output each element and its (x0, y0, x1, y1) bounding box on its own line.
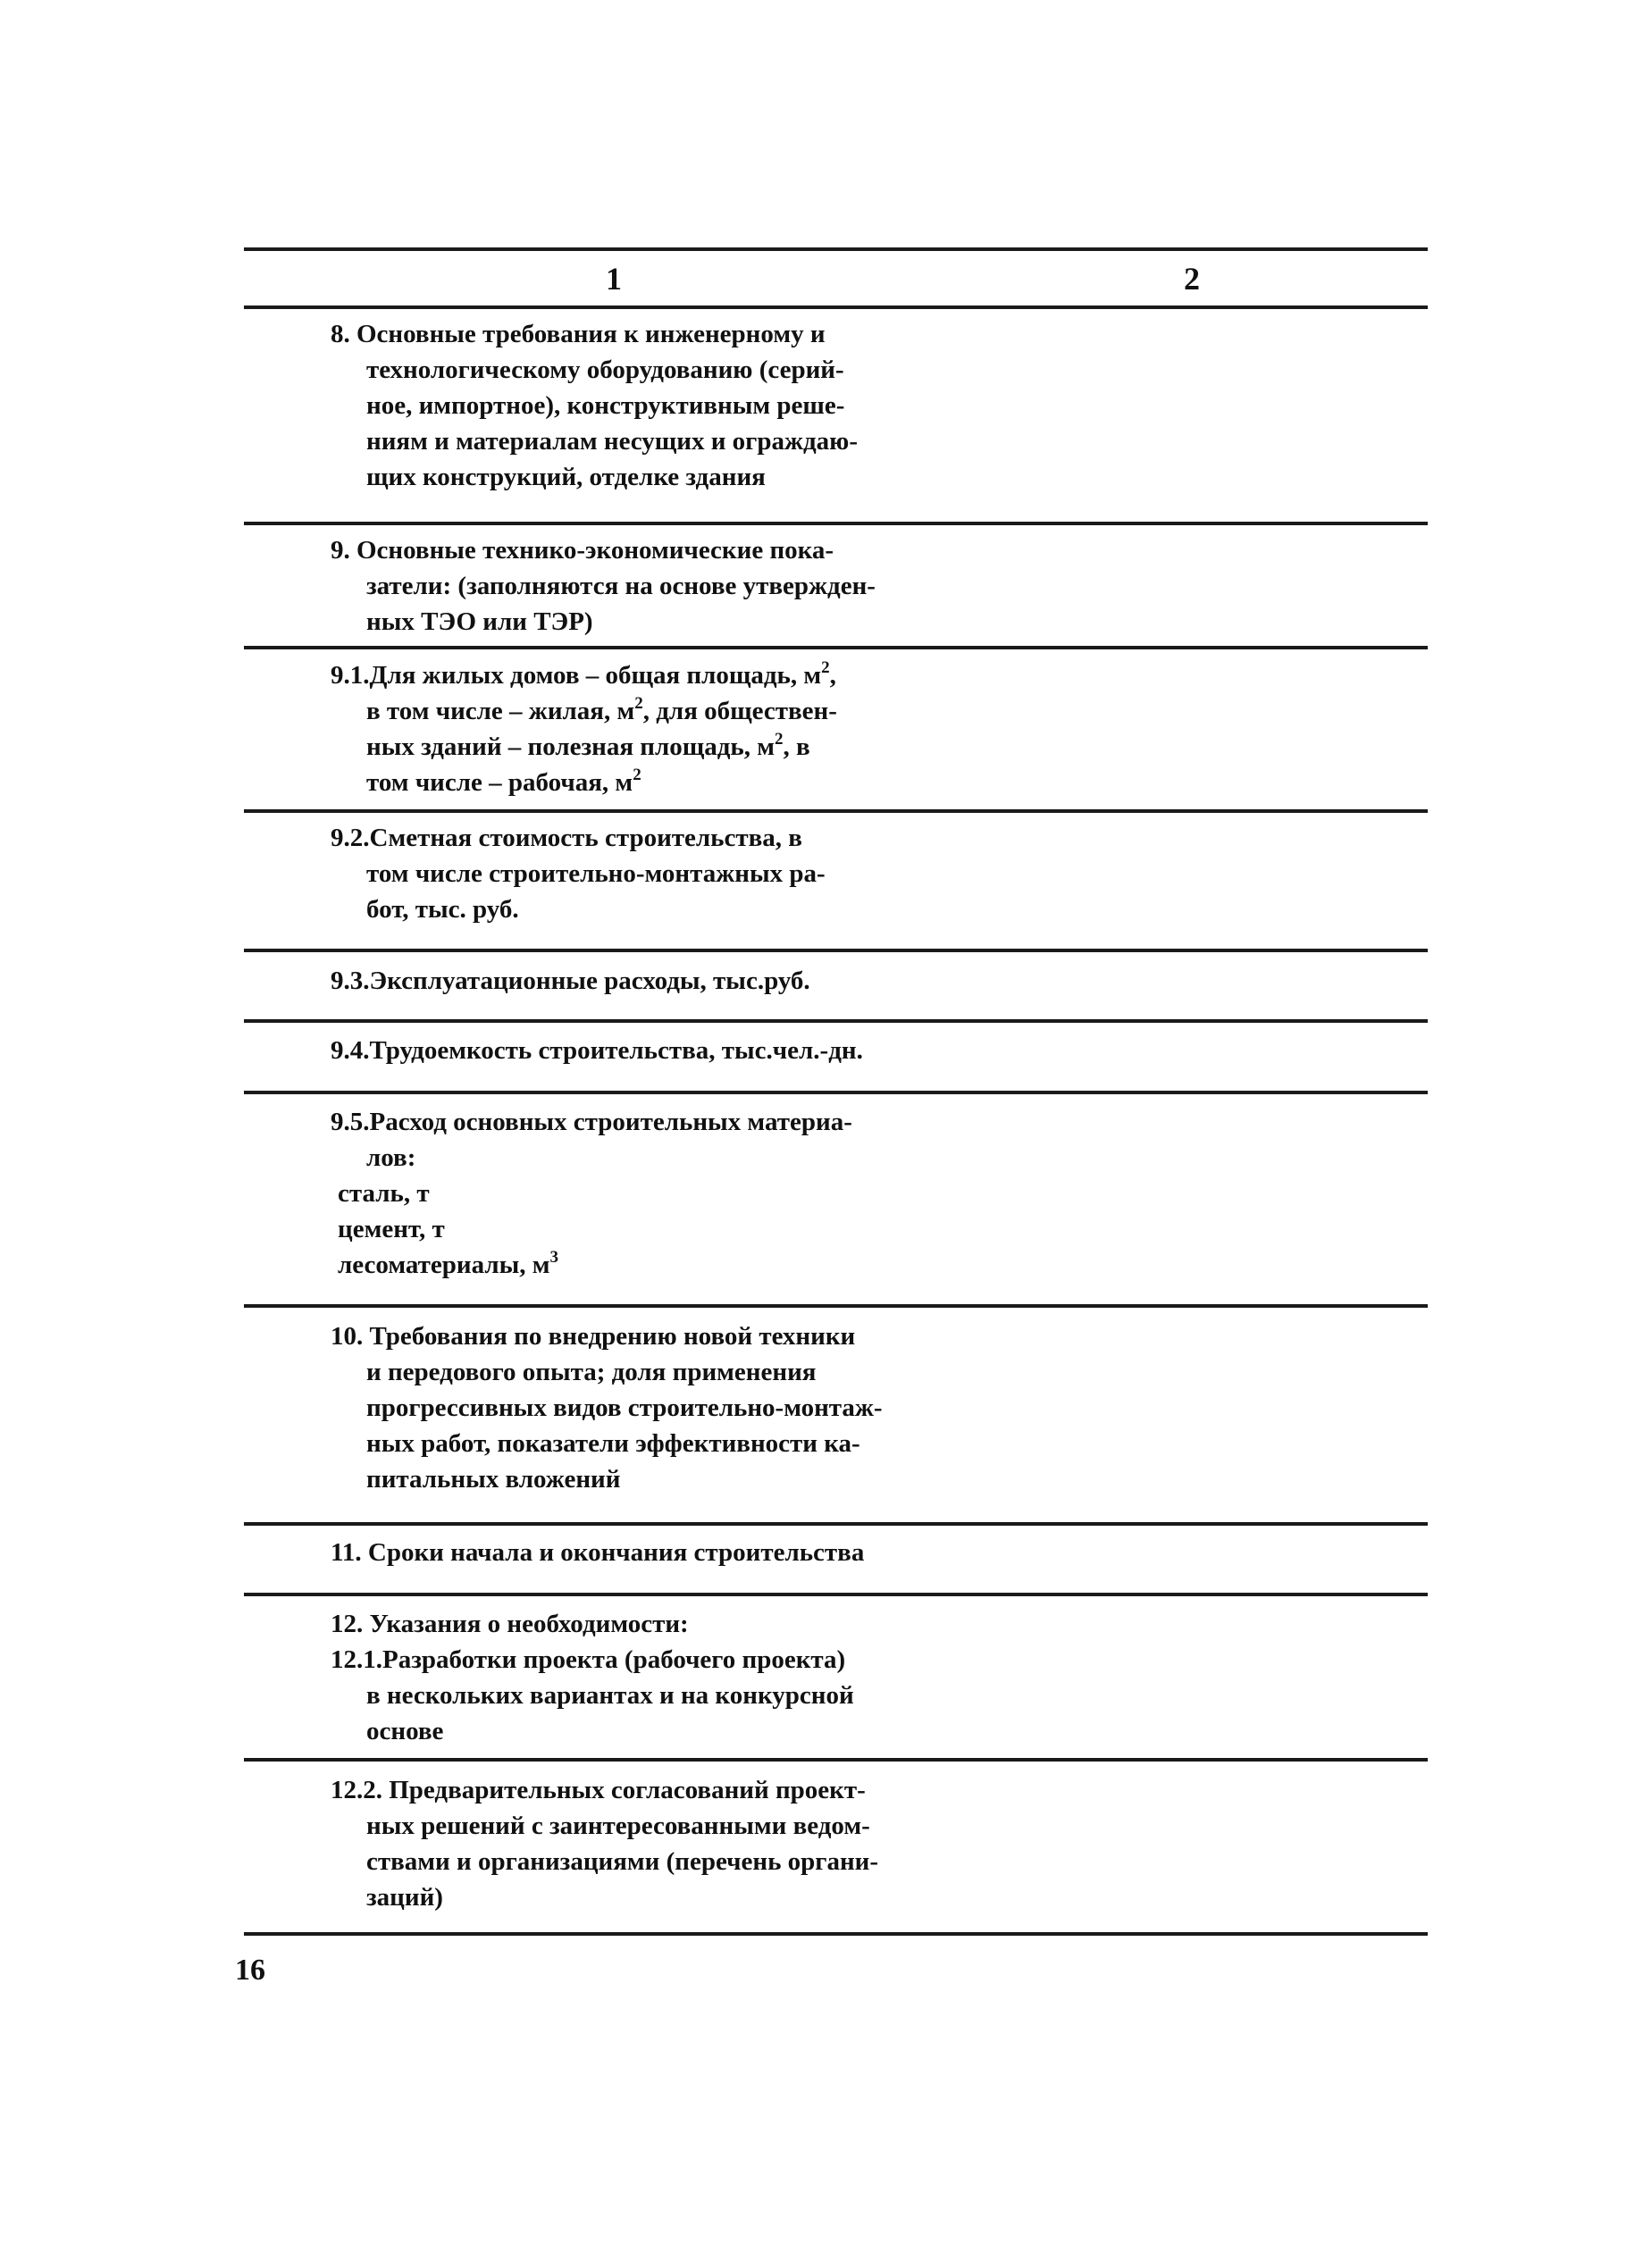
row-text-line: 9.4.Трудоемкость строительства, тыс.чел.-дн. (331, 1036, 863, 1065)
row-text-line: затели: (заполняются на основе утвержден- (366, 572, 876, 600)
row-text-line: и передового опыта; доля применения (366, 1358, 817, 1386)
table-row-9-1 (331, 657, 992, 800)
row-text-line: сталь, т (338, 1179, 430, 1208)
superscript: 2 (634, 694, 643, 713)
row-text-fragment: в том числе – жилая, м (366, 697, 635, 725)
table-row-11 (331, 1535, 992, 1570)
row-text-line: цемент, т (338, 1215, 445, 1243)
row-text-line: прогрессивных видов строительно-монтаж- (366, 1393, 883, 1422)
table-row-8 (331, 316, 992, 495)
row-text-line: технологическому оборудованию (серий- (366, 356, 844, 384)
row-text-fragment: ных зданий – полезная площадь, м (366, 732, 776, 761)
row-text-fragment: том числе – рабочая, м (366, 768, 633, 797)
row-text-line (331, 693, 992, 729)
row-text-line: 11. Сроки начала и окончания строительства (331, 1538, 865, 1567)
table-top-rule (244, 247, 1428, 251)
row-text-line: 9.3.Эксплуатационные расходы, тыс.руб. (331, 967, 810, 995)
row-text-line: лов: (366, 1143, 416, 1172)
row-text-fragment: 9.1.Для жилых домов – общая площадь, м (331, 661, 822, 690)
row-text-line: ных работ, показатели эффективности ка- (366, 1429, 860, 1458)
row-text-fragment: , для обществен- (642, 697, 837, 725)
row-text-line: 12.2. Предварительных согласований проект- (331, 1776, 866, 1804)
row-text-line (331, 765, 992, 800)
row-separator (244, 1758, 1428, 1762)
row-text-line: том числе строительно-монтажных ра- (366, 859, 826, 888)
row-text-line: бот, тыс. руб. (366, 895, 519, 924)
row-separator (244, 1091, 1428, 1094)
row-separator (244, 809, 1428, 813)
row-text-line: ных решений с заинтересованными ведом- (366, 1812, 870, 1840)
row-text-line: ных ТЭО или ТЭР) (366, 607, 593, 636)
table-row-12 (331, 1606, 992, 1749)
row-separator (244, 1304, 1428, 1308)
row-separator (244, 1522, 1428, 1526)
table-header-rule (244, 305, 1428, 309)
table-row-9 (331, 532, 992, 640)
row-text-line: 12.1.Разработки проекта (рабочего проекта) (331, 1645, 846, 1674)
row-text-line: основе (366, 1717, 444, 1745)
table-row-9-2 (331, 820, 992, 927)
row-separator (244, 522, 1428, 525)
row-text-line: 12. Указания о необходимости: (331, 1610, 689, 1638)
row-separator (244, 1593, 1428, 1596)
row-text-line: 9. Основные технико-экономические пока- (331, 536, 834, 565)
row-text-line: заций) (366, 1883, 443, 1912)
row-text-line (331, 1247, 992, 1283)
row-separator (244, 646, 1428, 649)
row-text-line: 8. Основные требования к инженерному и (331, 320, 826, 348)
row-text-line: ное, импортное), конструктивным реше- (366, 391, 845, 420)
row-text-fragment: лесоматериалы, м (338, 1251, 550, 1279)
row-text-line: 9.1.Для жилых домов – общая площадь, $м^2$, (331, 658, 836, 690)
row-text-line: питальных вложений (366, 1465, 621, 1494)
superscript: 2 (633, 766, 641, 784)
row-text-line: щих конструкций, отделке здания (366, 463, 766, 491)
row-text-line (331, 729, 992, 765)
table-row-9-4 (331, 1033, 992, 1068)
table-row-10 (331, 1318, 992, 1497)
table-row-12-2 (331, 1772, 992, 1915)
row-text-line: ствами и организациями (перечень органи- (366, 1847, 879, 1876)
table-row-9-3 (331, 963, 992, 999)
row-text-line: 9.5.Расход основных строительных материа- (331, 1108, 852, 1136)
column-header-1: 1 (606, 261, 622, 297)
row-text-line: в нескольких вариантах и на конкурсной (366, 1681, 854, 1710)
page-number: 16 (235, 1954, 265, 1987)
row-text-line: ниям и материалам несущих и ограждаю- (366, 427, 858, 456)
superscript: 2 (775, 730, 784, 749)
table-row-9-5 (331, 1104, 992, 1283)
row-text-line: 10. Требования по внедрению новой техники (331, 1322, 856, 1351)
superscript: 2 (821, 658, 830, 677)
column-header-2: 2 (1184, 261, 1200, 297)
row-text-fragment: , в (783, 732, 810, 761)
table-bottom-rule (244, 1932, 1428, 1936)
row-separator (244, 1019, 1428, 1023)
row-separator (244, 949, 1428, 952)
row-text-line: 9.2.Сметная стоимость строительства, в (331, 824, 802, 852)
superscript: 3 (549, 1248, 558, 1267)
